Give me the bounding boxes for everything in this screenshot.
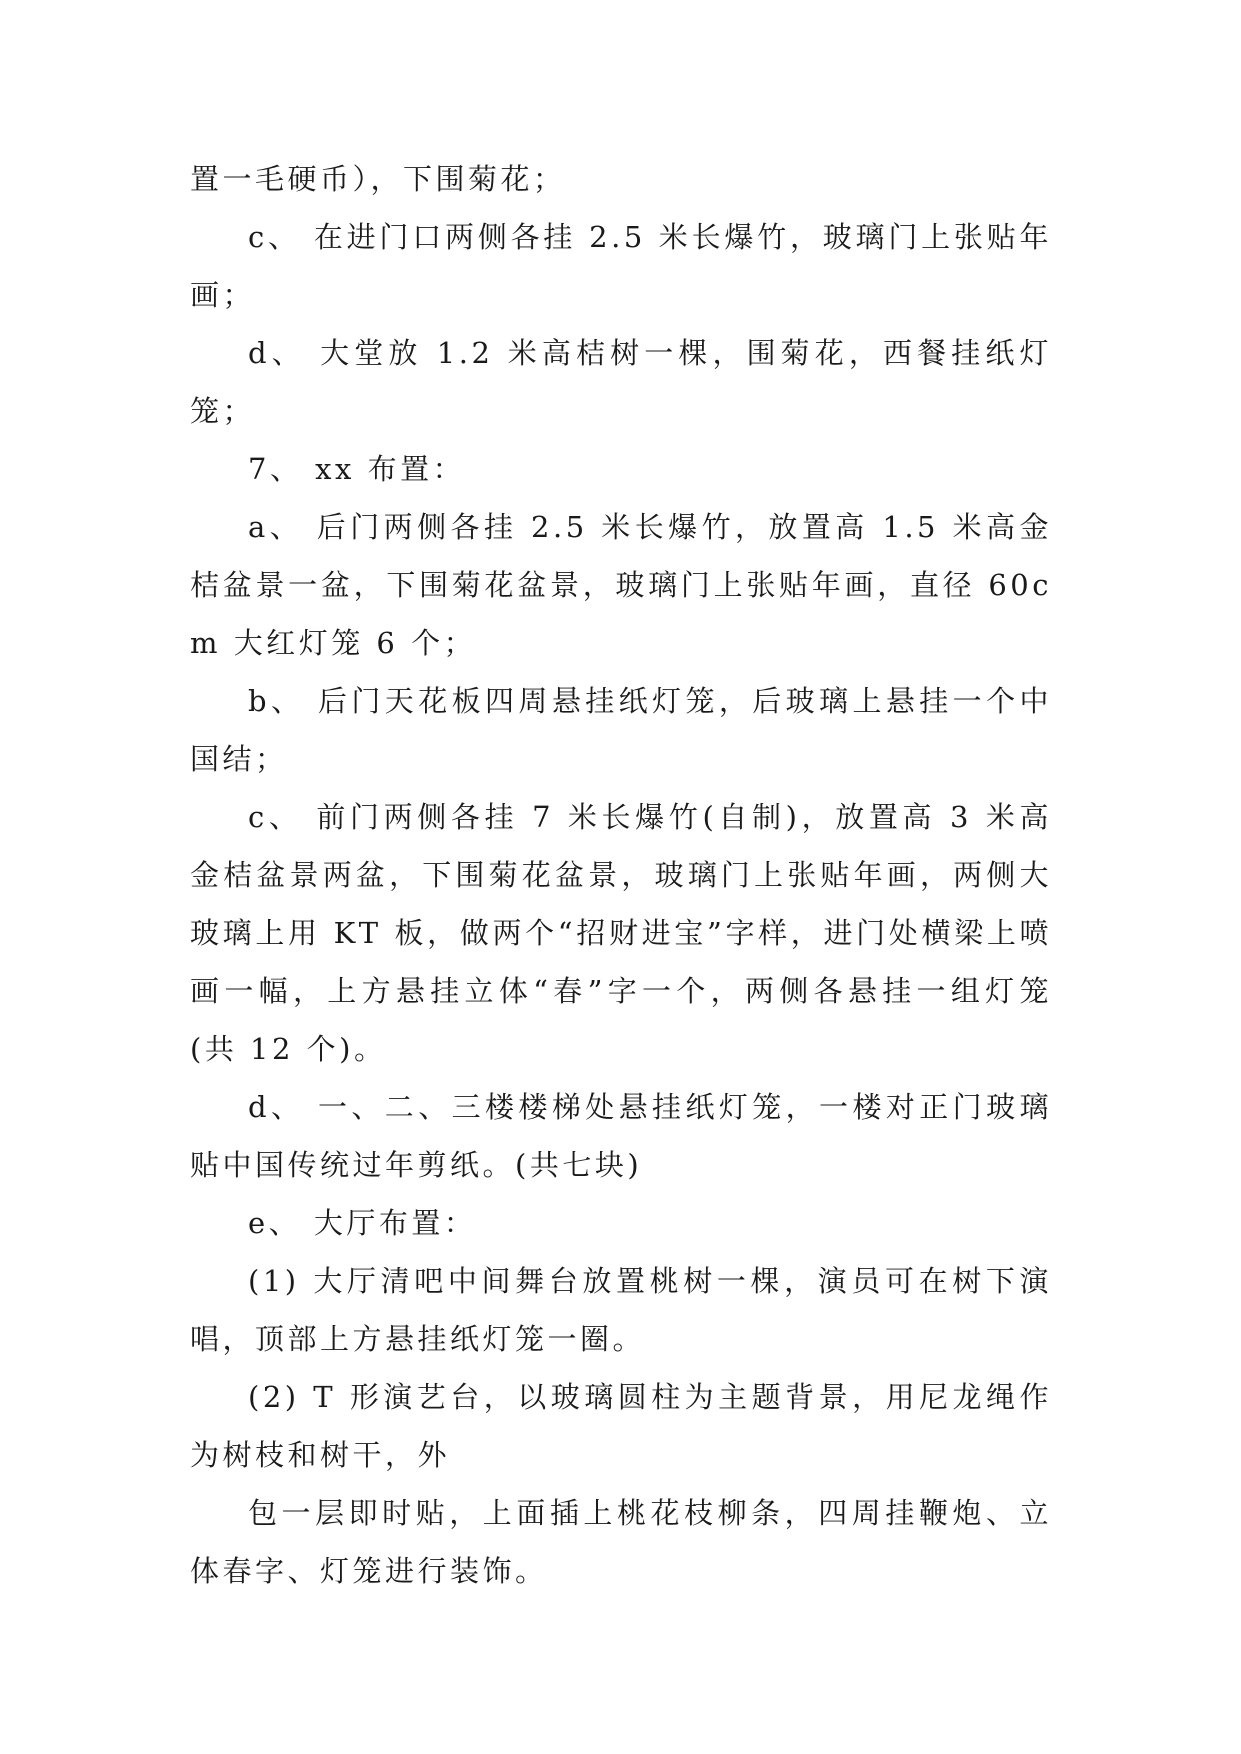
paragraph: 置一毛硬币），下围菊花； <box>190 162 566 196</box>
paragraph: (2) T 形演艺台，以玻璃圆柱为主题背景，用尼龙绳作为树枝和树干，外 <box>190 1380 1052 1472</box>
paragraph: d、 大堂放 1.2 米高桔树一棵，围菊花，西餐挂纸灯笼； <box>190 336 1052 428</box>
paragraph: (1) 大厅清吧中间舞台放置桃树一棵，演员可在树下演唱，顶部上方悬挂纸灯笼一圈。 <box>190 1264 1052 1356</box>
paragraph: e、 大厅布置： <box>248 1206 477 1240</box>
paragraph: c、 前门两侧各挂 7 米长爆竹(自制)，放置高 3 米高金桔盆景两盆，下围菊花盆景，玻璃门上张贴年画，两侧大玻璃上用 KT 板，做两个“招财进宝”字样，进门处横梁上喷画一幅，上方悬挂立体“春”字一个，两侧各悬挂一组灯笼(共 12 个)。 <box>190 800 1052 1066</box>
document-body <box>190 150 1052 1600</box>
paragraph: b、 后门天花板四周悬挂纸灯笼，后玻璃上悬挂一个中国结； <box>190 684 1052 776</box>
paragraph: 包一层即时贴，上面插上桃花枝柳条，四周挂鞭炮、立体春字、灯笼进行装饰。 <box>190 1496 1052 1588</box>
paragraph: d、 一、二、三楼楼梯处悬挂纸灯笼，一楼对正门玻璃贴中国传统过年剪纸。(共七块) <box>190 1090 1052 1182</box>
paragraph: c、 在进门口两侧各挂 2.5 米长爆竹，玻璃门上张贴年画； <box>190 220 1052 312</box>
paragraph: 7、 xx 布置： <box>248 452 466 486</box>
paragraph: a、 后门两侧各挂 2.5 米长爆竹，放置高 1.5 米高金桔盆景一盆，下围菊花盆景，玻璃门上张贴年画，直径 60cm 大红灯笼 6 个； <box>190 510 1052 660</box>
